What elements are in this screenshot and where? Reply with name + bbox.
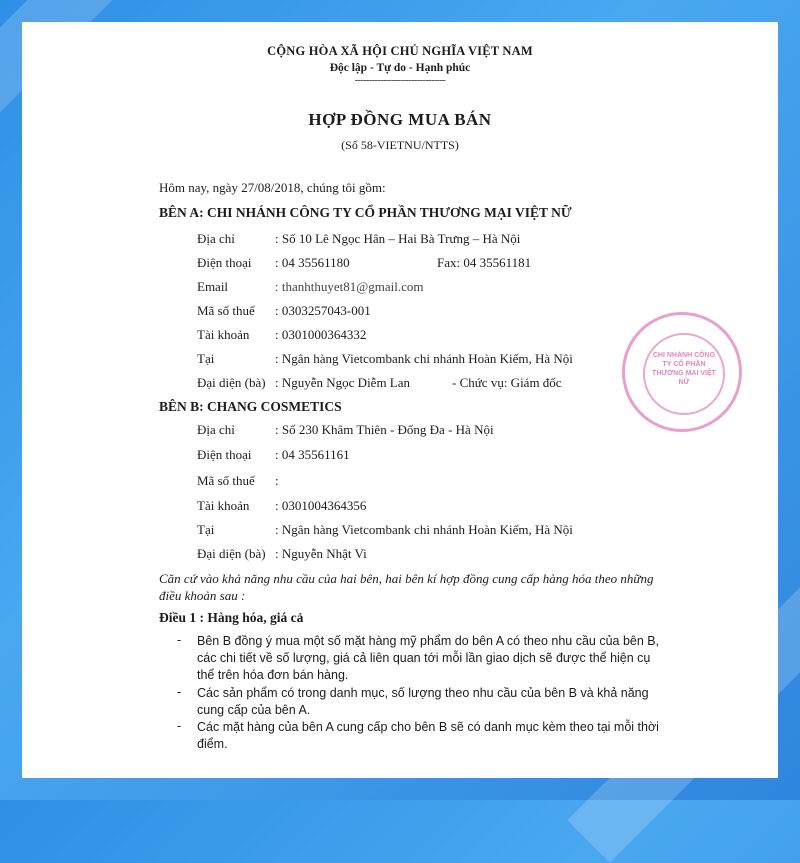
- party-a-heading: BÊN A: CHI NHÁNH CÔNG TY CỔ PHẦN THƯƠNG MẠI VIỆT NỮ: [159, 205, 572, 220]
- article-1-bullet: Các mặt hàng của bên A cung cấp cho bên B sẽ có danh mục kèm theo tại mỗi thời điểm.: [197, 720, 659, 751]
- nation-heading: CỘNG HÒA XÃ HỘI CHỦ NGHĨA VIỆT NAM: [267, 44, 533, 58]
- party-b-tax-value: :: [275, 473, 279, 488]
- party-a-fax: Fax: 04 35561181: [437, 255, 532, 270]
- party-b-tax-label: Mã số thuế: [197, 473, 255, 488]
- party-a-position: - Chức vụ: Giám đốc: [452, 375, 562, 390]
- party-a-phone-value: : 04 35561180: [275, 255, 350, 270]
- party-a-rep-value: : Nguyễn Ngọc Diễm Lan: [275, 375, 411, 390]
- stamp-text: CHI NHÁNH CÔNG TY CỔ PHẦN THƯƠNG MẠI VIỆT NỮ: [652, 352, 716, 386]
- article-1-heading: Điều 1 : Hàng hóa, giá cả: [159, 610, 304, 625]
- party-a-address-value: : Số 10 Lê Ngọc Hân – Hai Bà Trưng – Hà Nội: [275, 231, 521, 246]
- bullet-dash: -: [177, 633, 182, 647]
- party-a-bank-value: : Ngân hàng Vietcombank chi nhánh Hoàn Kiếm, Hà Nội: [275, 351, 573, 366]
- party-b-address-label: Địa chỉ: [197, 422, 235, 437]
- party-b-rep-label: Đại diện (bà): [197, 546, 266, 561]
- party-a-email-value: : thanhthuyet81@gmail.com: [275, 279, 424, 294]
- party-a-bank-label: Tại: [197, 351, 215, 366]
- party-a-email-label: Email: [197, 279, 229, 294]
- party-a-rep-label: Đại diện (bà): [197, 375, 266, 390]
- party-b-phone-value: : 04 35561161: [275, 447, 350, 462]
- company-stamp: [622, 312, 742, 432]
- party-b-account-value: : 0301004364356: [275, 498, 367, 513]
- party-b-bank-label: Tại: [197, 522, 215, 537]
- party-b-phone-label: Điện thoại: [197, 447, 252, 462]
- party-a-tax-value: : 0303257043-001: [275, 303, 371, 318]
- intro-text: Hôm nay, ngày 27/08/2018, chúng tôi gồm:: [159, 180, 386, 195]
- bullet-dash: -: [177, 685, 182, 699]
- article-1-bullet: Bên B đồng ý mua một số mặt hàng mỹ phẩm do bên A có theo nhu cầu của bên B, các chi tiết về số lượng, giá cả liên quan tới mỗi lần giao dịch sẽ được thể hiện cụ thể trên hóa đơn bán hàng.: [197, 634, 660, 682]
- party-b-address-value: : Số 230 Khâm Thiên - Đống Đa - Hà Nội: [275, 422, 494, 437]
- party-a-tax-label: Mã số thuế: [197, 303, 255, 318]
- motto: Độc lập - Tự do - Hạnh phúc: [329, 62, 471, 74]
- party-a-account-label: Tài khoản: [197, 327, 250, 342]
- party-a-account-value: : 0301000364332: [275, 327, 367, 342]
- party-b-bank-value: : Ngân hàng Vietcombank chi nhánh Hoàn Kiếm, Hà Nội: [275, 522, 573, 537]
- divider: --------------------------------: [354, 75, 446, 86]
- party-b-account-label: Tài khoản: [197, 498, 250, 513]
- party-a-phone-label: Điện thoại: [197, 255, 252, 270]
- party-b-rep-value: : Nguyễn Nhật Vi: [275, 546, 367, 561]
- bullet-dash: -: [177, 719, 182, 733]
- contract-title: HỢP ĐỒNG MUA BÁN: [308, 110, 492, 129]
- party-b-heading: BÊN B: CHANG COSMETICS: [159, 399, 342, 414]
- contract-number: (Số 58-VIETNU/NTTS): [341, 138, 459, 152]
- preamble: Căn cứ vào khả năng nhu cầu của hai bên, hai bên kí hợp đồng cung cấp hàng hóa theo những điều khoản sau :: [159, 571, 654, 603]
- party-a-address-label: Địa chỉ: [197, 231, 235, 246]
- article-1-bullet: Các sản phẩm có trong danh mục, số lượng theo nhu cầu của bên B và khả năng cung cấp của bên A.: [197, 686, 649, 717]
- document-page: [22, 22, 778, 778]
